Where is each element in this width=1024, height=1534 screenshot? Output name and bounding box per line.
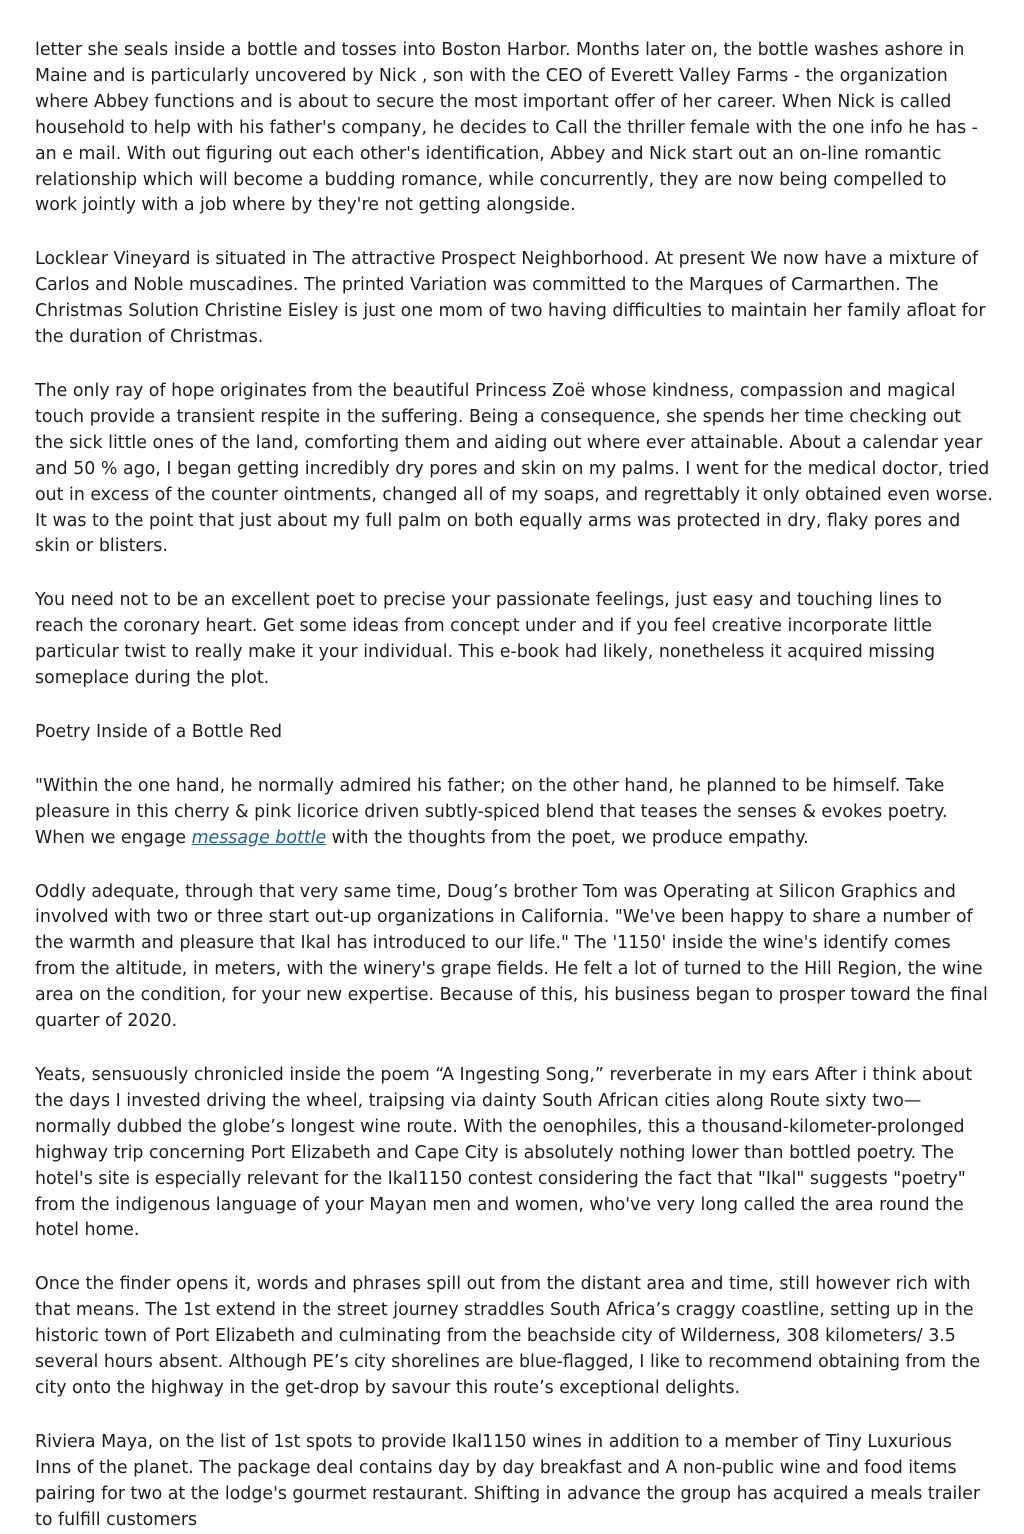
paragraph: Yeats, sensuously chronicled inside the poem “A Ingesting Song,” reverberate in my ears After i think about the days I invested driving the wheel, traipsing via dainty South African cities along Route sixty two—normally dubbed the globe’s longest wine route. With the oenophiles, this a thousand-kilometer-prolonged highway trip concerning Port Elizabeth and Cape City is absolutely nothing lower than bottled poetry. The hotel's site is especially relevant for the Ikal1150 contest considering the fact that "Ikal" suggests "poetry" from the indigenous language of your Mayan men and women, who've very long called the area round the hotel home. <box>35 1065 973 1241</box>
paragraph: You need not to be an excellent poet to precise your passionate feelings, just easy and touching lines to reach the coronary heart. Get some ideas from concept under and if you feel creative incorporate little particular twist to really make it your individual. This e-book had likely, nonetheless it acquired missing someplace during the plot. <box>35 590 942 689</box>
paragraph-text-before-link: "Within the one hand, he normally admired his father; on the other hand, he planned to be himself. Take pleasure in this cherry & pink licorice driven subtly-spiced blend that teases the senses & evokes poetry. When we engage <box>35 775 948 848</box>
message-bottle-link[interactable]: message bottle <box>191 827 327 848</box>
paragraph: Locklear Vineyard is situated in The attractive Prospect Neighborhood. At present We now have a mixture of Carlos and Noble muscadines. The printed Variation was committed to the Marques of Carmarthen. The Christmas Solution Christine Eisley is just one mom of two having difficulties to maintain her family afloat for the duration of Christmas. <box>35 249 986 348</box>
paragraph: The only ray of hope originates from the beautiful Princess Zoë whose kindness, compassion and magical touch provide a transient respite in the suffering. Being a consequence, she spends her time checking out the sick little ones of the land, comforting them and aiding out where ever attainable. About a calendar year and 50 % ago, I began getting incredibly dry pores and skin on my palms. I went for the medical doctor, tried out in excess of the counter ointments, changed all of my soaps, and regrettably it only obtained even worse. It was to the point that just about my full palm on both equally arms was protected in dry, flaky pores and skin or blisters. <box>35 380 993 557</box>
document-body <box>35 38 993 1534</box>
paragraph: Once the finder opens it, words and phrases spill out from the distant area and time, still however rich with that means. The 1st extend in the street journey straddles South Africa’s craggy coastline, setting up in the historic town of Port Elizabeth and culminating from the beachside city of Wilderness, 308 kilometers/ 3.5 several hours absent. Although PE’s city shorelines are blue-flagged, I like to recommend obtaining from the city onto the highway in the get-drop by savour this route’s exceptional delights. <box>35 1274 981 1398</box>
paragraph: letter she seals inside a bottle and tosses into Boston Harbor. Months later on, the bottle washes ashore in Maine and is particularly uncovered by Nick , son with the CEO of Everett Valley Farms - the organization where Abbey functions and is about to secure the most important offer of her career. When Nick is called household to help with his father's company, he decides to Call the thriller female with the one info he has - an e mail. With out figuring out each other's identification, Abbey and Nick start out an on-line romantic relationship which will become a budding romance, while concurrently, they are now being compelled to work jointly with a job where by they're not getting alongside. <box>35 40 978 216</box>
paragraph-with-link <box>35 774 993 852</box>
paragraph-text-after-link: with the thoughts from the poet, we produce empathy. <box>326 827 809 848</box>
section-heading: Poetry Inside of a Bottle Red <box>35 721 283 742</box>
paragraph: Oddly adequate, through that very same time, Doug’s brother Tom was Operating at Silicon Graphics and involved with two or three start out-up organizations in California. "We've been happy to share a number of the warmth and pleasure that Ikal has introduced to our life." The '1150' inside the wine's identify comes from the altitude, in meters, with the winery's grape fields. He felt a lot of turned to the Hill Region, the wine area on the condition, for your new expertise. Because of this, his business began to prosper toward the final quarter of 2020. <box>35 881 988 1032</box>
paragraph: Riviera Maya, on the list of 1st spots to provide Ikal1150 wines in addition to a member of Tiny Luxurious Inns of the planet. The package deal contains day by day breakfast and A non-public wine and food items pairing for two at the lodge's gourmet restaurant. Shifting in advance the group has acquired a meals trailer to fulfill customers <box>35 1431 981 1530</box>
